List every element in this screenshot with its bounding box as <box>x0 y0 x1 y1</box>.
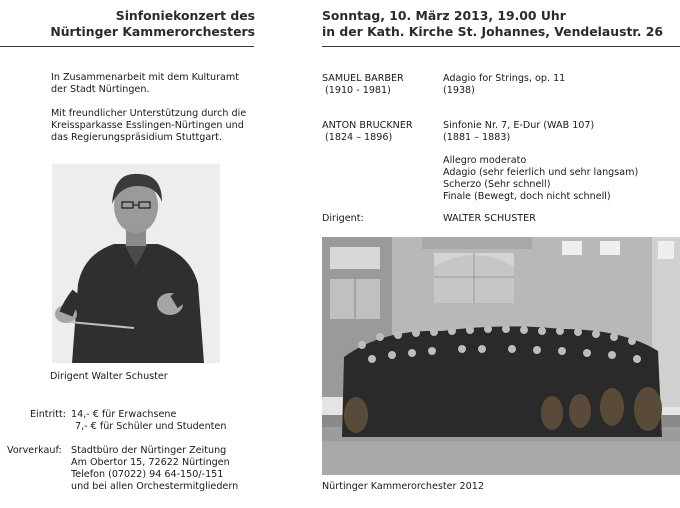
right-header-line2: in der Kath. Kirche St. Johannes, Vendelaustr. 26 <box>322 24 664 39</box>
conductor-photo <box>52 164 220 363</box>
vorverkauf-line3: Telefon (07022) 94 64-150/-151 <box>71 469 224 480</box>
barber-years: (1910 - 1981) <box>325 85 391 96</box>
barber-work-year: (1938) <box>443 85 475 96</box>
conductor-label: Dirigent: <box>322 213 364 224</box>
vorverkauf-label: Vorverkauf: <box>7 445 62 456</box>
conductor-figure <box>52 164 220 363</box>
vorverkauf-details <box>71 445 238 493</box>
vorverkauf-line2: Am Obertor 15, 72622 Nürtingen <box>71 457 230 468</box>
left-header-line2: Nürtinger Kammerorchesters <box>50 24 255 39</box>
intro-p2-line1: Mit freundlicher Unterstützung durch die <box>51 108 247 119</box>
movement-list <box>443 155 638 203</box>
movement-item: Allegro moderato <box>443 155 527 166</box>
right-header-line1: Sonntag, 10. März 2013, 19.00 Uhr <box>322 8 566 23</box>
left-header-line1: Sinfoniekonzert des <box>115 8 255 23</box>
barber-name: SAMUEL BARBER <box>322 73 404 84</box>
intro-p2-line2: Kreissparkasse Esslingen-Nürtingen und <box>51 120 244 131</box>
intro-p1-line2: der Stadt Nürtingen. <box>51 84 150 95</box>
orchestra-photo-caption: Nürtinger Kammerorchester 2012 <box>322 481 484 492</box>
bruckner-work: Sinfonie Nr. 7, E-Dur (WAB 107) <box>443 120 595 131</box>
right-header-divider <box>322 46 680 47</box>
vorverkauf-line4: und bei allen Orchestermitgliedern <box>71 481 239 492</box>
movement-item: Finale (Bewegt, doch nicht schnell) <box>443 191 611 202</box>
eintritt-line2: 7,- € für Schüler und Studenten <box>75 421 227 432</box>
bruckner-name: ANTON BRUCKNER <box>322 120 413 131</box>
intro-p2-line3: das Regierungspräsidium Stuttgart. <box>51 132 222 143</box>
movement-item: Scherzo (Sehr schnell) <box>443 179 551 190</box>
left-header-divider <box>0 46 254 47</box>
eintritt-line1: 14,- € für Erwachsene <box>71 409 177 420</box>
bruckner-work-year: (1881 – 1883) <box>443 132 511 143</box>
intro-text <box>51 72 254 144</box>
bruckner-years: (1824 – 1896) <box>325 132 393 143</box>
orchestra-scene <box>322 237 680 475</box>
intro-p1-line1: In Zusammenarbeit mit dem Kulturamt <box>51 72 239 83</box>
conductor-name: WALTER SCHUSTER <box>443 213 536 224</box>
vorverkauf-line1: Stadtbüro der Nürtinger Zeitung <box>71 445 227 456</box>
eintritt-label: Eintritt: <box>30 409 66 420</box>
orchestra-photo <box>322 237 680 475</box>
conductor-photo-caption: Dirigent Walter Schuster <box>50 371 168 382</box>
barber-work: Adagio for Strings, op. 11 <box>443 73 566 84</box>
movement-item: Adagio (sehr feierlich und sehr langsam) <box>443 167 639 178</box>
